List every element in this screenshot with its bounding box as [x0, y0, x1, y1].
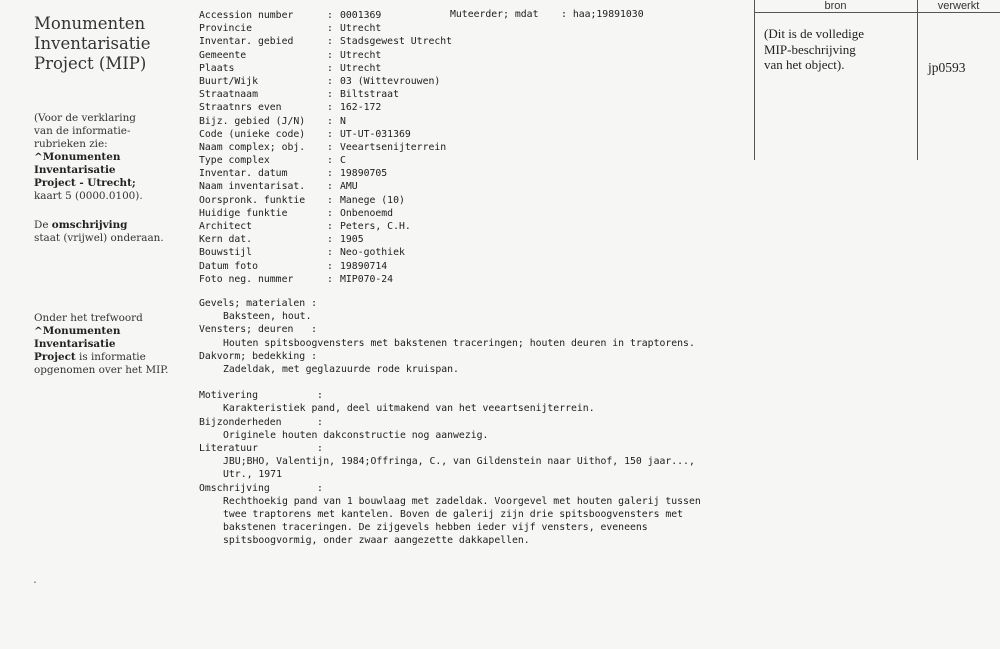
note-line: Onder het trefwoord [34, 312, 143, 324]
section-label: Omschrijving : [199, 482, 323, 494]
note-text: De [34, 219, 52, 231]
desc-line: (Dit is de volledige [764, 26, 865, 41]
field-value: 03 (Wittevrouwen) [340, 75, 441, 87]
field-colon: : [327, 155, 333, 167]
field-value: Biltstraat [340, 89, 399, 101]
sidebar-title-line: Inventarisatie [34, 34, 151, 53]
sidebar-title-line: Project (MIP) [34, 54, 147, 73]
field-value: 19890714 [340, 260, 388, 272]
field-value: Veeartsenijterrein [340, 141, 447, 153]
note-line: staat (vrijwel) onderaan. [34, 232, 164, 244]
sidebar-title [34, 14, 184, 74]
note-line: van de informatie- [34, 125, 131, 137]
field-value: 162-172 [340, 102, 382, 114]
muteerder-value-text: haa;19891030 [572, 9, 644, 20]
note-line: opgenomen over het MIP. [34, 364, 169, 376]
field-value: Neo-gothiek [340, 247, 405, 259]
field-label: Oorspronk. funktie [199, 194, 306, 206]
field-colon: : [327, 194, 333, 206]
field-value: MIP070-24 [340, 273, 394, 285]
source-panel [754, 0, 1000, 160]
section-text: Karakteristiek pand, deel uitmakend van het veeartsenijterrein. [223, 403, 595, 415]
field-value: Peters, C.H. [340, 221, 411, 232]
note-bold: omschrijving [51, 219, 128, 231]
field-label: Straatnrs even [199, 102, 282, 114]
field-colon: : [327, 260, 333, 272]
muteerder-value [561, 9, 644, 20]
field-colon: : [327, 234, 333, 246]
sidebar-note-keyword [34, 312, 194, 377]
field-colon: : [327, 221, 333, 232]
field-colon: : [327, 207, 333, 219]
note-bold: Project - Utrecht; [34, 177, 136, 189]
field-colon: : [327, 115, 333, 127]
field-colon: : [327, 23, 333, 35]
section-label: Vensters; deuren : [199, 324, 317, 336]
field-label: Kern dat. [199, 234, 253, 246]
field-label: Bijz. gebied (J/N) [199, 115, 306, 127]
field-value: Onbenoemd [340, 207, 394, 219]
field-value: Utrecht [340, 23, 382, 35]
field-colon: : [327, 168, 333, 180]
field-colon: : [327, 102, 333, 114]
field-colon: : [327, 181, 333, 193]
field-label: Datum foto [199, 260, 258, 272]
field-label: Provincie [199, 23, 253, 35]
field-colon: : [327, 247, 333, 259]
processed-reference: jp0593 [928, 60, 966, 75]
field-label: Gemeente [199, 49, 247, 61]
field-value: 19890705 [340, 168, 388, 180]
field-colon: : [327, 75, 333, 87]
field-colon: : [327, 141, 333, 153]
note-line: rubrieken zie: [34, 138, 108, 150]
field-label: Naam inventarisat. [199, 181, 306, 193]
section-text: Rechthoekig pand van 1 bouwlaag met zadeldak. Voorgevel met houten galerij tussen twee traptorens met kantelen. Boven de galerij zijn drie spitsboogvensters met bakstenen traceringen. De zijgevels hebben ieder vijf vensters, eveneens spitsboogvormig, onder zwaar aangezette dakkapellen. [223, 495, 701, 547]
muteerder-label: Muteerder; mdat [450, 9, 539, 20]
section-label: Gevels; materialen : [199, 298, 317, 309]
field-value: Stadsgewest Utrecht [340, 36, 453, 48]
field-value: C [340, 155, 346, 167]
field-label: Foto neg. nummer [199, 273, 294, 285]
section-text: Originele houten dakconstructie nog aanwezig. [223, 429, 489, 441]
desc-line: MIP-beschrijving [764, 41, 856, 57]
field-colon: : [327, 89, 333, 101]
field-label: Code (unieke code) [199, 128, 306, 140]
note-reference-link[interactable] [34, 325, 194, 351]
note-line: kaart 5 (0000.0100). [34, 190, 143, 202]
divider [917, 0, 918, 160]
field-value: Utrecht [340, 62, 382, 74]
record-sections [199, 297, 739, 548]
section-label: Literatuur : [199, 442, 323, 454]
field-value: 0001369 [340, 10, 382, 21]
sidebar-note-explanation [34, 112, 194, 203]
field-value: Manege (10) [340, 194, 405, 206]
sidebar [34, 14, 184, 376]
field-label: Type complex [199, 155, 270, 167]
field-label: Inventar. datum [199, 168, 288, 180]
field-value: 1905 [340, 234, 364, 246]
field-label: Naam complex; obj. [199, 141, 306, 153]
field-colon: : [561, 9, 567, 20]
section-label: Bijzonderheden : [199, 416, 323, 428]
field-label: Buurt/Wijk [199, 75, 258, 87]
header-verwerkt: verwerkt [917, 0, 1000, 13]
section-gap [199, 376, 739, 389]
section-label: Dakvorm; bedekking : [199, 350, 317, 362]
divider [754, 0, 755, 160]
field-value: UT-UT-031369 [340, 128, 411, 140]
field-value: AMU [340, 181, 358, 193]
section-text: Baksteen, hout. [223, 311, 312, 323]
section-text: Zadeldak, met geglazuurde rode kruispan. [223, 363, 459, 375]
field-colon: : [327, 49, 333, 61]
note-line: (Voor de verklaring [34, 112, 136, 124]
stray-mark: . [32, 575, 39, 586]
section-text: Houten spitsboogvensters met bakstenen traceringen; houten deuren in traptorens. [223, 337, 695, 349]
note-bold: Project [34, 351, 76, 363]
field-value: Utrecht [340, 49, 382, 61]
header-bron: bron [754, 0, 917, 13]
desc-line: van het object). [764, 57, 845, 72]
field-label: Accession number [199, 10, 294, 21]
field-colon: : [327, 36, 333, 48]
field-label: Bouwstijl [199, 247, 253, 259]
note-bold: ^Monumenten Inventarisatie [34, 151, 121, 176]
note-bold: ^Monumenten Inventarisatie [34, 325, 121, 350]
field-label: Plaats [199, 62, 235, 74]
field-colon: : [327, 128, 333, 140]
field-colon: : [327, 10, 333, 21]
section-label: Motivering : [199, 390, 323, 402]
source-description [764, 26, 914, 73]
field-colon: : [327, 273, 333, 285]
sidebar-note-description [34, 219, 194, 245]
field-label: Inventar. gebied [199, 36, 294, 48]
section-text: JBU;BHO, Valentijn, 1984;Offringa, C., van Gildenstein naar Uithof, 150 jaar..., Utr., 1971 [223, 456, 695, 481]
field-value: N [340, 115, 346, 127]
note-text: is informatie [75, 351, 146, 363]
note-reference-link[interactable] [34, 151, 194, 177]
field-colon: : [327, 62, 333, 74]
field-label: Huidige funktie [199, 207, 288, 219]
field-label: Straatnaam [199, 89, 258, 101]
muteerder-field [437, 9, 644, 53]
sidebar-title-line: Monumenten [34, 14, 146, 33]
field-label: Architect [199, 221, 253, 232]
